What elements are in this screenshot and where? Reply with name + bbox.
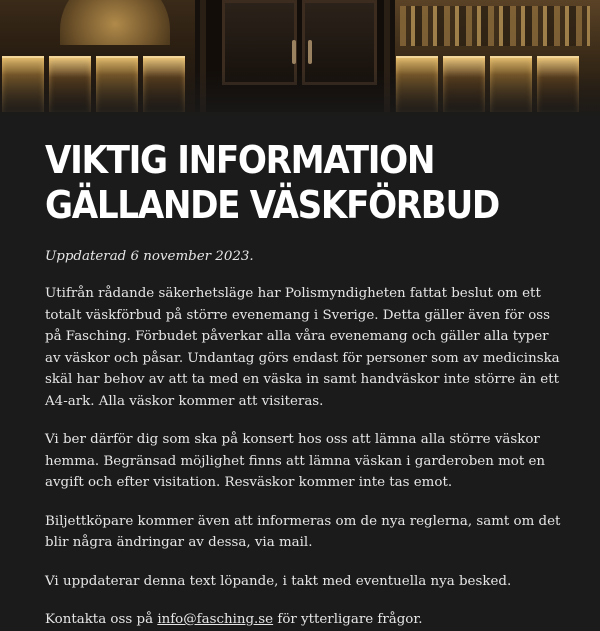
paragraph-leave-bags: Vi ber därför dig som ska på konsert hos oss att lämna alla större väskor hemma. Begränsad möjlighet finns att lämna väskan i garderoben mot en avgift och efter visitation. Resväskor kommer inte tas emot. <box>45 432 546 490</box>
page-title <box>45 138 567 228</box>
updated-date: Uppdaterad 6 november 2023. <box>45 249 254 264</box>
contact-prefix: Kontakta oss på <box>45 612 158 627</box>
contact-suffix: för ytterligare frågor. <box>273 612 423 627</box>
hero-arch-window <box>60 0 170 45</box>
contact-email-link[interactable]: info@fasching.se <box>157 612 274 627</box>
page-title-line1: VIKTIG INFORMATION <box>45 138 435 182</box>
door-handle-left <box>292 40 296 64</box>
paragraph-contact <box>45 609 565 631</box>
paragraph-bag-ban: Utifrån rådande säkerhetsläge har Polismyndigheten fattat beslut om ett totalt väskförbud på större evenemang i Sverige. Detta gäller även för oss på Fasching. Förbudet påverkar alla våra evenemang och gäller alla typer av väskor och påsar. Undantag görs endast för personer som av medicinska skäl har behov av att ta med en väska in samt handväskor inte större än ett A4-ark. Alla väskor kommer att visiteras. <box>45 286 560 409</box>
page-title-line2: GÄLLANDE VÄSKFÖRBUD <box>45 183 499 227</box>
hero-fade <box>0 70 600 125</box>
article <box>45 138 565 631</box>
hero-image <box>0 0 600 125</box>
paragraph-ticket-buyers: Biljettköpare kommer även att informeras om de nya reglerna, samt om det blir några ändringar av dessa, via mail. <box>45 513 561 550</box>
hero-bar-shelf <box>400 6 590 46</box>
paragraph-updates: Vi uppdaterar denna text löpande, i takt med eventuella nya besked. <box>45 573 512 589</box>
door-handle-right <box>308 40 312 64</box>
